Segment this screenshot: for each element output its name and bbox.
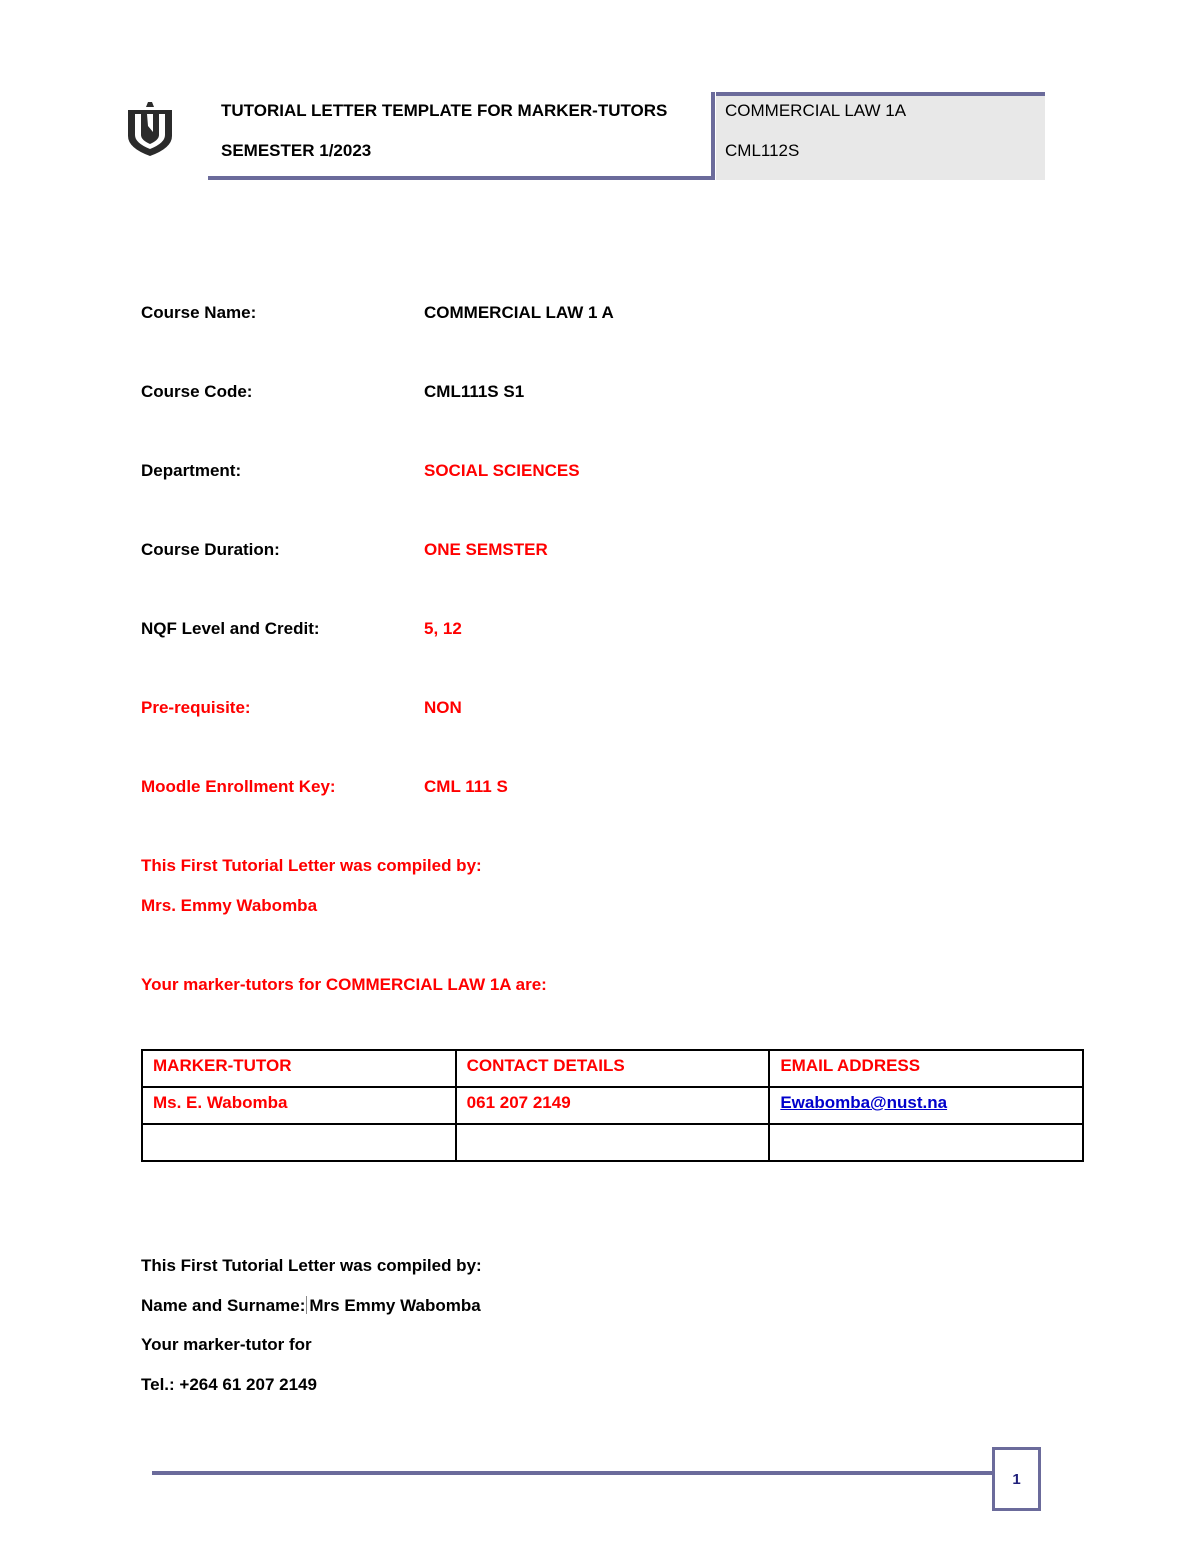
prerequisite-value: NON bbox=[424, 698, 462, 717]
header-underline bbox=[208, 176, 714, 180]
footer-compiled-heading: This First Tutorial Letter was compiled by: bbox=[141, 1256, 482, 1275]
tutor-email-link[interactable]: Ewabomba@nust.na bbox=[780, 1093, 948, 1112]
tutor-name-cell: Ms. E. Wabomba bbox=[142, 1087, 456, 1124]
footer-tutor-for: Your marker-tutor for bbox=[141, 1335, 312, 1354]
table-row bbox=[142, 1124, 1083, 1161]
nqf-level-label: NQF Level and Credit: bbox=[141, 619, 320, 638]
tutors-intro: Your marker-tutors for COMMERCIAL LAW 1A are: bbox=[141, 975, 547, 994]
prerequisite-label: Pre-requisite: bbox=[141, 698, 251, 717]
header-divider bbox=[711, 92, 715, 180]
footer-name-line bbox=[141, 1296, 481, 1316]
header-email-address: EMAIL ADDRESS bbox=[769, 1050, 1083, 1087]
semester-label: SEMESTER 1/2023 bbox=[221, 141, 372, 160]
empty-cell bbox=[142, 1124, 456, 1161]
code-box-top-line bbox=[716, 92, 1045, 96]
tutor-contact-cell: 061 207 2149 bbox=[456, 1087, 770, 1124]
course-name-label: Course Name: bbox=[141, 303, 257, 322]
header-course-title: COMMERCIAL LAW 1A bbox=[725, 101, 907, 120]
compiled-by-heading: This First Tutorial Letter was compiled by: bbox=[141, 856, 482, 875]
page-number: 1 bbox=[1012, 1470, 1021, 1488]
footer-telephone: Tel.: +264 61 207 2149 bbox=[141, 1375, 317, 1394]
table-header-row bbox=[142, 1050, 1083, 1087]
department-value: SOCIAL SCIENCES bbox=[424, 461, 580, 480]
table-row bbox=[142, 1087, 1083, 1124]
name-surname-label: Name and Surname: bbox=[141, 1296, 306, 1315]
header-contact-details: CONTACT DETAILS bbox=[456, 1050, 770, 1087]
tutor-email-cell bbox=[769, 1087, 1083, 1124]
course-name-value: COMMERCIAL LAW 1 A bbox=[424, 303, 614, 322]
compiled-by-name: Mrs. Emmy Wabomba bbox=[141, 896, 318, 915]
header-marker-tutor: MARKER-TUTOR bbox=[142, 1050, 456, 1087]
footer-line bbox=[152, 1471, 994, 1475]
header-course-code: CML112S bbox=[725, 141, 800, 160]
university-shield-logo bbox=[124, 102, 176, 158]
marker-tutors-table bbox=[141, 1049, 1084, 1162]
document-title: TUTORIAL LETTER TEMPLATE FOR MARKER-TUTORS bbox=[221, 101, 668, 120]
course-duration-value: ONE SEMSTER bbox=[424, 540, 548, 559]
nqf-level-value: 5, 12 bbox=[424, 619, 462, 638]
page-number-box bbox=[992, 1447, 1041, 1511]
department-label: Department: bbox=[141, 461, 242, 480]
course-code-label: Course Code: bbox=[141, 382, 253, 401]
empty-cell bbox=[456, 1124, 770, 1161]
moodle-key-label: Moodle Enrollment Key: bbox=[141, 777, 336, 796]
course-code-value: CML111S S1 bbox=[424, 382, 525, 401]
course-duration-label: Course Duration: bbox=[141, 540, 280, 559]
empty-cell bbox=[769, 1124, 1083, 1161]
name-surname-value: Mrs Emmy Wabomba bbox=[309, 1296, 481, 1315]
moodle-key-value: CML 111 S bbox=[424, 777, 508, 796]
